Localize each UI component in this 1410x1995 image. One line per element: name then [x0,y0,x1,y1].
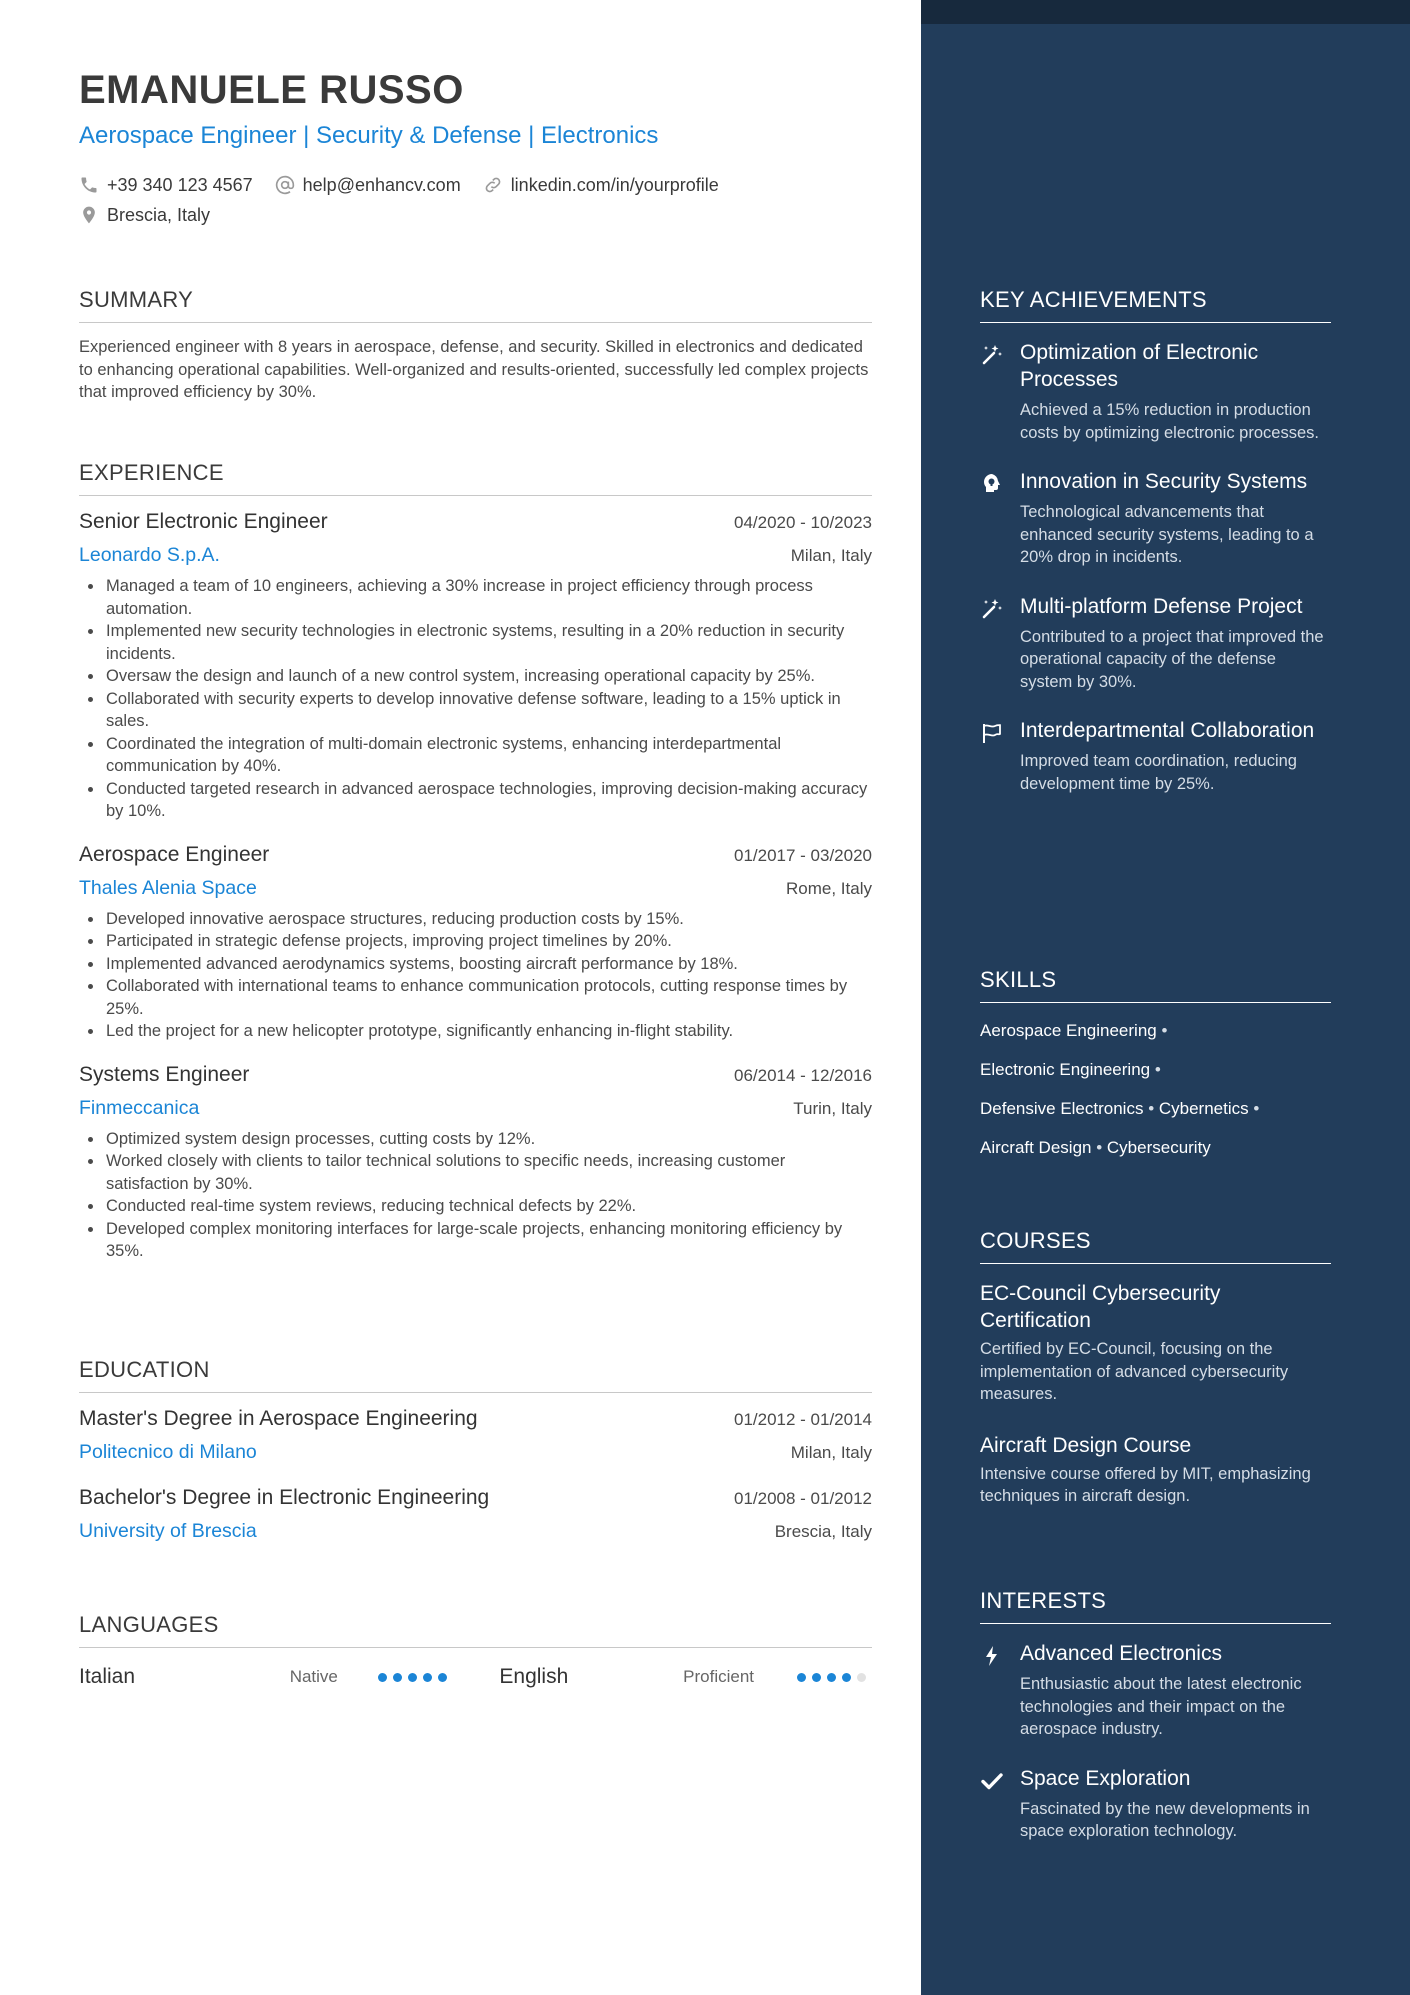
interests-section [980,1588,1331,1843]
course-title: EC-Council Cybersecurity Certification [980,1282,1221,1332]
magic-wand-icon [980,343,1004,367]
education-entry [79,1486,872,1543]
job-dates: 04/2020 - 10/2023 [733,513,872,532]
bullet-item: Developed innovative aerospace structures, reducing production costs by 15%. [79,908,872,931]
skills-line: Aircraft Design • Cybersecurity [980,1138,1211,1157]
phone-text: +39 340 123 4567 [107,174,253,195]
checkmark-icon [980,1769,1004,1793]
bullet-item: Worked closely with clients to tailor technical solutions to specific needs, increasing customer satisfaction by 30%. [79,1150,872,1195]
sidebar-top-bar [921,0,1410,24]
location-pin-icon [79,205,99,225]
bullet-item: Developed complex monitoring interfaces for large-scale projects, enhancing monitoring efficiency by 35%. [79,1218,872,1263]
bullet-item: Conducted real-time system reviews, reducing technical defects by 22%. [79,1195,872,1218]
courses-section [980,1228,1331,1508]
achievement-desc: Contributed to a project that improved the operational capacity of the defense system by 30%. [1020,627,1324,691]
bullet-item: Collaborated with international teams to enhance communication protocols, cutting response times by 25%. [79,975,872,1020]
flag-icon [980,721,1004,745]
interest-desc: Fascinated by the new developments in space exploration technology. [1020,1799,1310,1840]
language-level: Proficient [683,1667,755,1686]
contact-info [79,170,741,230]
course-title: Aircraft Design Course [980,1433,1192,1457]
skills-line: Electronic Engineering • [980,1060,1161,1079]
achievements-section [980,287,1331,795]
achievements-title: KEY ACHIEVEMENTS [980,287,1331,323]
interest-desc: Enthusiastic about the latest electronic technologies and their impact on the aerospace industry. [1020,1675,1302,1738]
school-location: Milan, Italy [790,1443,872,1462]
experience-entry [79,1063,872,1263]
school-name[interactable]: Politecnico di Milano [79,1441,257,1463]
course-desc: Intensive course offered by MIT, emphasizing techniques in aircraft design. [980,1464,1311,1505]
summary-text: Experienced engineer with 8 years in aerospace, defense, and security. Skilled in electronics and dedicated to enhancing operational capabilities. Well-organized and results-oriented, successfully led complex projects that improved efficiency by 30%. [79,338,869,401]
summary-title: SUMMARY [79,287,872,323]
head-lightbulb-icon [980,472,1004,496]
skills-line: Defensive Electronics • Cybernetics • [980,1099,1260,1118]
skill-tag: Aerospace Engineering [980,1021,1157,1040]
skills-section [980,967,1331,1159]
education-dates: 01/2008 - 01/2012 [733,1489,872,1508]
degree-title: Bachelor's Degree in Electronic Engineering [79,1486,490,1509]
languages-row [79,1662,872,1692]
job-dates: 06/2014 - 12/2016 [733,1065,872,1085]
rating-dot-filled [408,1673,417,1682]
contact-phone[interactable] [79,175,253,196]
candidate-name: EMANUELE RUSSO [79,68,464,112]
rating-dot-filled [438,1673,447,1682]
bullet-item: Collaborated with security experts to develop innovative defense software, leading to a 15% uptick in sales. [79,688,872,733]
rating-dot-filled [812,1673,821,1682]
experience-entry [79,510,872,823]
languages-title: LANGUAGES [79,1612,872,1648]
experience-title: EXPERIENCE [79,460,872,496]
candidate-headline: Aerospace Engineer | Security & Defense | Electronics [79,122,659,149]
achievement-item [980,339,1331,444]
skill-tag: Cybernetics [1158,1099,1249,1118]
education-entry [79,1407,872,1464]
job-location: Turin, Italy [793,1098,872,1118]
rating-dot-filled [827,1673,836,1682]
job-title: Senior Electronic Engineer [79,510,328,533]
skills-title: SKILLS [980,967,1331,1003]
achievement-title: Interdepartmental Collaboration [1020,719,1315,742]
bullet-item: Oversaw the design and launch of a new control system, increasing operational capacity by 25%. [79,665,872,688]
language-level: Native [289,1667,338,1686]
contact-location [79,205,210,226]
achievement-desc: Achieved a 15% reduction in production costs by optimizing electronic processes. [1020,401,1319,442]
at-sign-icon [275,175,295,195]
rating-dot-filled [423,1673,432,1682]
bullet-item: Implemented new security technologies in electronic systems, resulting in a 20% reduction in security incidents. [79,620,872,665]
courses-title: COURSES [980,1228,1331,1264]
achievement-title: Optimization of Electronic Processes [1020,341,1259,391]
language-rating [378,1673,500,1682]
bullet-item: Led the project for a new helicopter prototype, significantly enhancing in-flight stability. [79,1020,872,1043]
experience-entry [79,843,872,1043]
bullet-item: Implemented advanced aerodynamics systems, boosting aircraft performance by 18%. [79,953,872,976]
course-desc: Certified by EC-Council, focusing on the implementation of advanced cybersecurity measures. [980,1340,1289,1403]
achievement-title: Innovation in Security Systems [1020,470,1308,493]
school-location: Brescia, Italy [774,1522,872,1541]
job-title: Systems Engineer [79,1062,250,1086]
bullet-item: Conducted targeted research in advanced aerospace technologies, improving decision-making accuracy by 10%. [79,778,872,823]
job-bullets [79,1128,872,1263]
school-name[interactable]: University of Brescia [79,1520,257,1542]
bullet-item: Coordinated the integration of multi-domain electronic systems, enhancing interdepartmental communication by 40%. [79,733,872,778]
interest-item [980,1640,1331,1741]
company-name[interactable]: Leonardo S.p.A. [79,544,220,566]
achievement-desc: Improved team coordination, reducing development time by 25%. [1020,752,1297,793]
linkedin-text: linkedin.com/in/yourprofile [510,174,719,195]
link-icon [483,175,503,195]
lightning-bolt-icon [980,1644,1004,1668]
contact-linkedin[interactable] [483,175,719,196]
job-bullets [79,575,872,823]
magic-wand-icon [980,597,1004,621]
company-name[interactable]: Thales Alenia Space [79,876,257,899]
course-item [980,1432,1331,1508]
languages-section [79,1612,872,1692]
rating-dot-filled [842,1673,851,1682]
email-text: help@enhancv.com [302,174,461,195]
language-rating [797,1673,872,1682]
skills-line: Aerospace Engineering • [980,1021,1168,1040]
rating-dot-empty [857,1673,866,1682]
summary-section [79,287,872,404]
education-dates: 01/2012 - 01/2014 [733,1410,872,1429]
achievement-item [980,468,1331,569]
interest-title: Space Exploration [1020,1766,1191,1790]
degree-title: Master's Degree in Aerospace Engineering [79,1407,478,1430]
interests-title: INTERESTS [980,1588,1331,1624]
company-name[interactable]: Finmeccanica [79,1096,200,1119]
job-bullets [79,908,872,1043]
achievement-title: Multi-platform Defense Project [1020,594,1303,618]
achievement-item [980,593,1331,694]
language-name: English [499,1665,569,1688]
interest-item [980,1765,1331,1843]
job-location: Rome, Italy [786,878,872,898]
interest-title: Advanced Electronics [1020,1642,1222,1665]
location-text: Brescia, Italy [107,204,211,225]
rating-dot-filled [797,1673,806,1682]
skill-tag: Defensive Electronics [980,1099,1144,1118]
achievement-item [980,717,1331,795]
bullet-item: Optimized system design processes, cutting costs by 12%. [79,1128,872,1151]
skill-tag: Aircraft Design [980,1138,1092,1157]
achievement-desc: Technological advancements that enhanced security systems, leading to a 20% drop in incidents. [1020,503,1314,566]
phone-icon [79,175,99,195]
job-location: Milan, Italy [790,546,872,565]
language-name: Italian [79,1665,136,1688]
skill-tag: Cybersecurity [1106,1138,1211,1157]
contact-email[interactable] [275,175,461,196]
experience-section [79,460,872,1263]
job-dates: 01/2017 - 03/2020 [733,845,872,865]
education-title: EDUCATION [79,1357,872,1393]
course-item [980,1280,1331,1406]
job-title: Aerospace Engineer [79,842,270,866]
skill-tag: Electronic Engineering [980,1060,1151,1079]
bullet-item: Managed a team of 10 engineers, achieving a 30% increase in project efficiency through process automation. [79,575,872,620]
bullet-item: Participated in strategic defense projects, improving project timelines by 20%. [79,930,872,953]
education-section [79,1357,872,1543]
rating-dot-filled [378,1673,387,1682]
rating-dot-filled [393,1673,402,1682]
